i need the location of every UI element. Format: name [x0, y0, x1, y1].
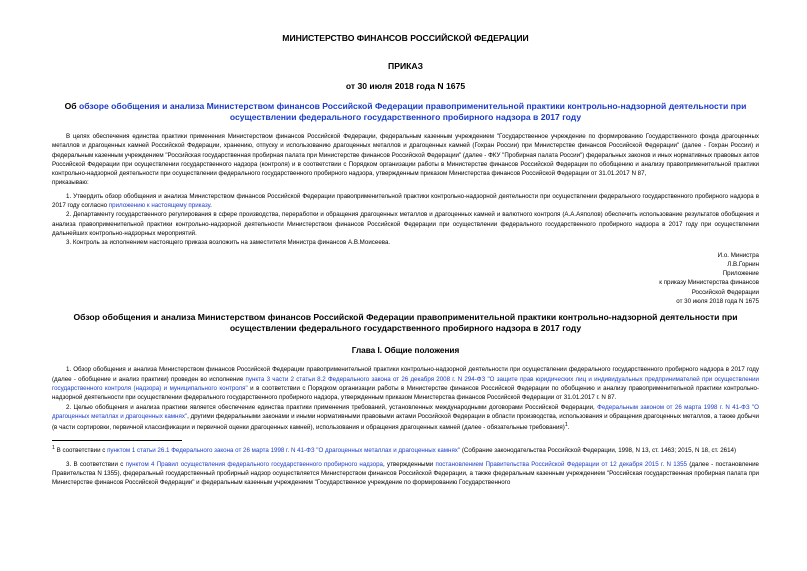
appendix-link[interactable]: приложению к настоящему приказу — [108, 202, 211, 210]
footnote-number: 1 — [52, 445, 55, 452]
chapter-paragraph-2 — [52, 403, 759, 433]
chapter-paragraph-3 — [52, 460, 759, 488]
chapter-paragraph-1 — [52, 365, 759, 402]
p1-text-b: и в соответствии с Порядком организации работы в Министерстве финансов Российской Федерации по обобщению и анализу правоприменительной практики контрольно-надзорной деятельности при осуществлении федерального государственного пробирного надзора, утвержденным приказом Министерства финансов Российской Федерации от 31.01.2017 г. N 87. — [52, 384, 760, 402]
footnote-marker: 1 — [564, 422, 568, 429]
item-1-text-before: 1. Утвердить обзор обобщения и анализа Министерством финансов Российской Федерации правоприменительной практики контрольно-надзорной деятельности при осуществлении федерального государственного пробирного надзора в 2017 году согласно — [52, 192, 759, 210]
order-item-2: 2. Департаменту государственного регулирования в сфере производства, переработки и обращения драгоценных металлов и драгоценных камней и валютного контроля (А.А.Аяполов) обеспечить использование результатов обобщения и анализа правоприменительной практики контрольно-надзорной деятельности Министерством финансов Российской Федерации при осуществлении федерального государственного пробирного надзора в 2017 году при осуществлении дальнейших контрольно-надзорных мероприятий. — [52, 211, 759, 237]
appendix-ref-line-1: Приложение — [722, 270, 759, 278]
p3-text-b: , утвержденными — [383, 460, 436, 468]
footnote — [52, 444, 759, 455]
appendix-ref-line-3: Российской Федерации — [691, 288, 759, 296]
law-294-link[interactable]: пункта 3 части 2 статьи 8.2 Федерального закона от 26 декабря 2008 г. N 294-ФЗ "О защите прав юридических лиц и индивидуальных предпринимателей при осуществлении государственного контроля (надзора) и муниципального контроля" — [52, 375, 759, 392]
ministry-heading: МИНИСТЕРСТВО ФИНАНСОВ РОССИЙСКОЙ ФЕДЕРАЦИИ — [282, 33, 529, 43]
signature-name: Л.В.Горнин — [727, 260, 759, 268]
order-item-3: 3. Контроль за исполнением настоящего приказа возложить на заместителя Министра финансов А.В.Моисеева. — [66, 239, 391, 247]
p2-text-a: 2. Целью обобщения и анализа практики является обеспечение единства практики применения требований, установленных международными договорами Российской Федерации, — [66, 403, 598, 411]
item-1-text-after: . — [210, 202, 212, 210]
order-item-1 — [52, 192, 759, 211]
rules-link[interactable]: пунктом 4 Правил осуществления федерального государственного пробирного надзора — [125, 460, 383, 468]
law-41-link[interactable]: Федеральным законом от 26 марта 1998 г. N 41-ФЗ "О драгоценных металлах и драгоценных камнях" — [52, 403, 759, 420]
signature-position: И.о. Министра — [717, 251, 759, 259]
order-word: приказываю: — [52, 179, 89, 187]
review-title: Обзор обобщения и анализа Министерством финансов Российской Федерации правоприменительной практики контрольно-надзорной деятельности при осуществлении федерального государственного пробирного надзора в 2017 году — [73, 312, 738, 334]
chapter-title: Глава I. Общие положения — [351, 346, 460, 356]
footnote-text-b: (Собрание законодательства Российской Федерации, 1998, N 13, ст. 1463; 2015, N 18, ст. 2614) — [460, 447, 737, 455]
appendix-ref-line-2: к приказу Министерства финансов — [659, 279, 759, 287]
p3-text-a: 3. В соответствии с — [66, 460, 126, 468]
footnote-law-link[interactable]: пунктом 1 статьи 26.1 Федерального закона от 26 марта 1998 г. N 41-ФЗ "О драгоценных металлах и драгоценных камнях" — [107, 447, 461, 455]
government-decree-link[interactable]: постановлением Правительства Российской Федерации от 12 декабря 2015 г. N 1355 — [435, 460, 687, 468]
p2-text-b: , другими федеральными законами и иными нормативными правовыми актами Российской Федерации в области производства, использования и обращения драгоценных металлов, а также добычи (в части сортировки, первичной классификации и первичной оценки драгоценных камней), использования и обращения драгоценных камней (далее - обязательные требования) — [52, 412, 759, 432]
order-title — [52, 101, 759, 123]
appendix-ref-line-4: от 30 июля 2018 года N 1675 — [676, 298, 759, 306]
preamble-paragraph: В целях обеспечения единства практики применения Министерством финансов Российской Федерации, федеральным казенным учреждением "Государственное учреждение по формированию Государственного фонда драгоценных металлов и драгоценных камней Российской Федерации, хранению, отпуску и использованию драгоценных металлов и драгоценных камней (Гохран России) при Министерстве финансов Российской Федерации" (далее - Гохран России) и федеральным казенным учреждением "Российская государственная пробирная палата при Министерстве финансов Российской Федерации" (далее - ФКУ "Пробирная палата России") федеральных законов и иных нормативных правовых актов Российской Федерации при осуществлении государственного надзора (контроля) и в соответствии с Порядком организации работы в Министерстве финансов Российской Федерации по обобщению и анализу правоприменительной практики контрольно-надзорной деятельности при осуществлении федерального государственного пробирного надзора, утвержденным приказом Министерства финансов Российской Федерации от 31.01.2017 N 87, — [52, 133, 759, 178]
doc-date-number: от 30 июля 2018 года N 1675 — [345, 81, 466, 91]
order-title-link[interactable]: обзоре обобщения и анализа Министерством финансов Российской Федерации правоприменительной практики контрольно-надзорной деятельности при осуществлении федерального государственного пробирного надзора в 2017 году — [78, 101, 747, 122]
doc-type-heading: ПРИКАЗ — [388, 61, 423, 71]
footnote-divider — [52, 440, 182, 441]
p1-text-a: 1. Обзор обобщения и анализа Министерством финансов Российской Федерации правоприменительной практики контрольно-надзорной деятельности при осуществлении федерального государственного пробирного надзора в 2017 году (далее - обобщение и анализ практики) проведен во исполнение — [52, 366, 759, 383]
p3-text-c: (далее - постановление Правительства N 1355), федеральный государственный пробирный надзор осуществляется Министерством финансов Российской Федерации, а также федеральным казенным учреждением "Российская государственная пробирная палата при Министерстве финансов Российской Федерации" и федеральным казенным учреждением "Государственное учреждение по формированию Государственного — [52, 460, 759, 487]
order-title-prefix: Об — [64, 101, 79, 111]
footnote-text-a: В соответствии с — [54, 447, 108, 455]
p2-text-c: . — [567, 424, 570, 432]
